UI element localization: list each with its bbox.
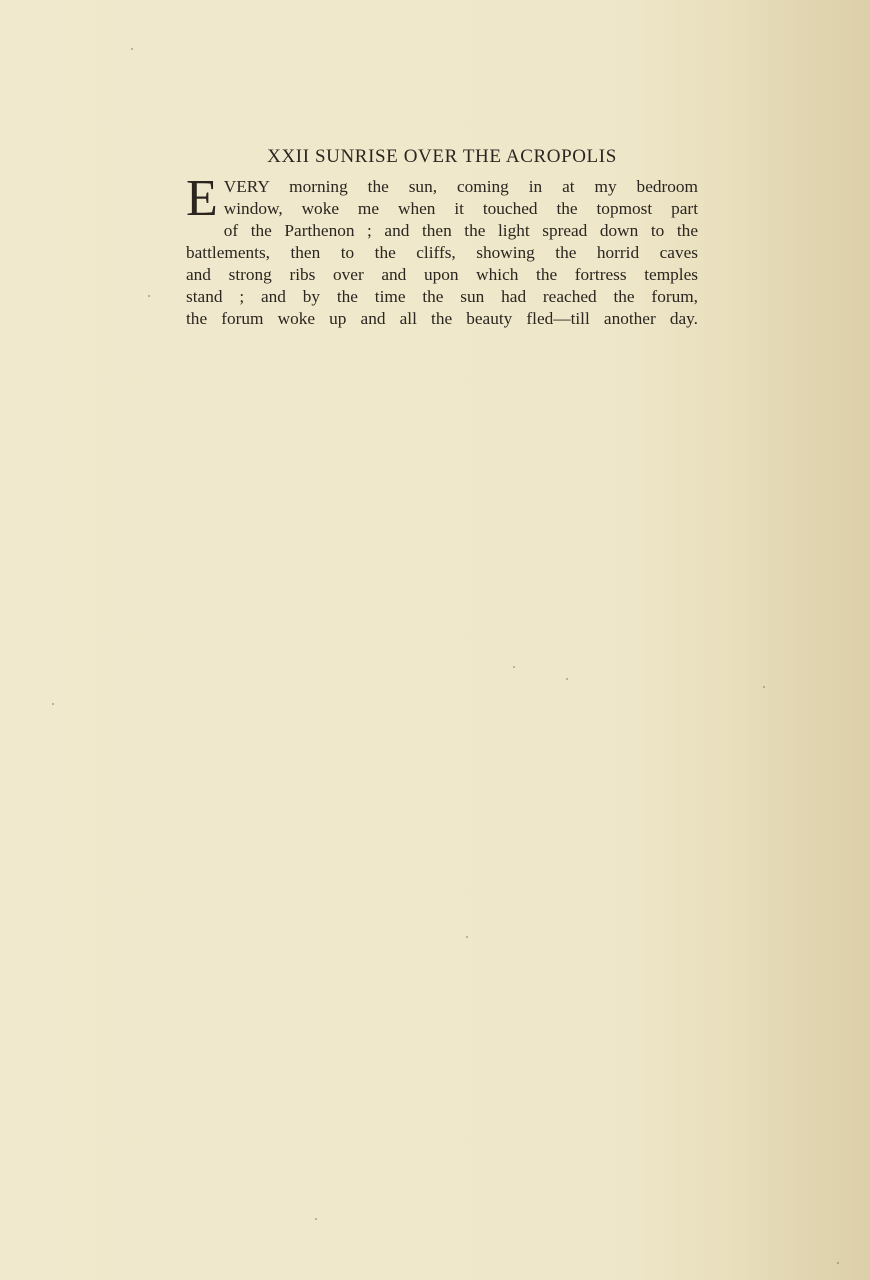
paper-speck <box>837 1262 839 1264</box>
paper-speck <box>131 48 133 50</box>
paper-speck <box>148 295 150 297</box>
paragraph-line: of the Parthenon ; and then the light spread down to the <box>223 221 698 240</box>
paper-speck <box>763 686 765 688</box>
paper-speck <box>513 666 515 668</box>
paper-speck <box>566 678 568 680</box>
paragraph-line: battlements, then to the cliffs, showing the horrid caves <box>186 243 698 262</box>
paragraph-line: window, woke me when it touched the topmost part <box>223 199 698 218</box>
paper-speck <box>52 703 54 705</box>
chapter-title: XXII SUNRISE OVER THE ACROPOLIS <box>267 146 617 167</box>
drop-cap-letter: E <box>186 170 218 227</box>
paragraph-line: VERY morning the sun, coming in at my bedroom <box>223 177 698 196</box>
chapter-paragraph <box>186 170 698 330</box>
paragraph-line: and strong ribs over and upon which the fortress temples <box>186 265 698 284</box>
paragraph-line: the forum woke up and all the beauty fled—till another day. <box>186 309 698 328</box>
paper-speck <box>315 1218 317 1220</box>
paragraph-line: stand ; and by the time the sun had reached the forum, <box>186 287 698 306</box>
paper-speck <box>466 936 468 938</box>
